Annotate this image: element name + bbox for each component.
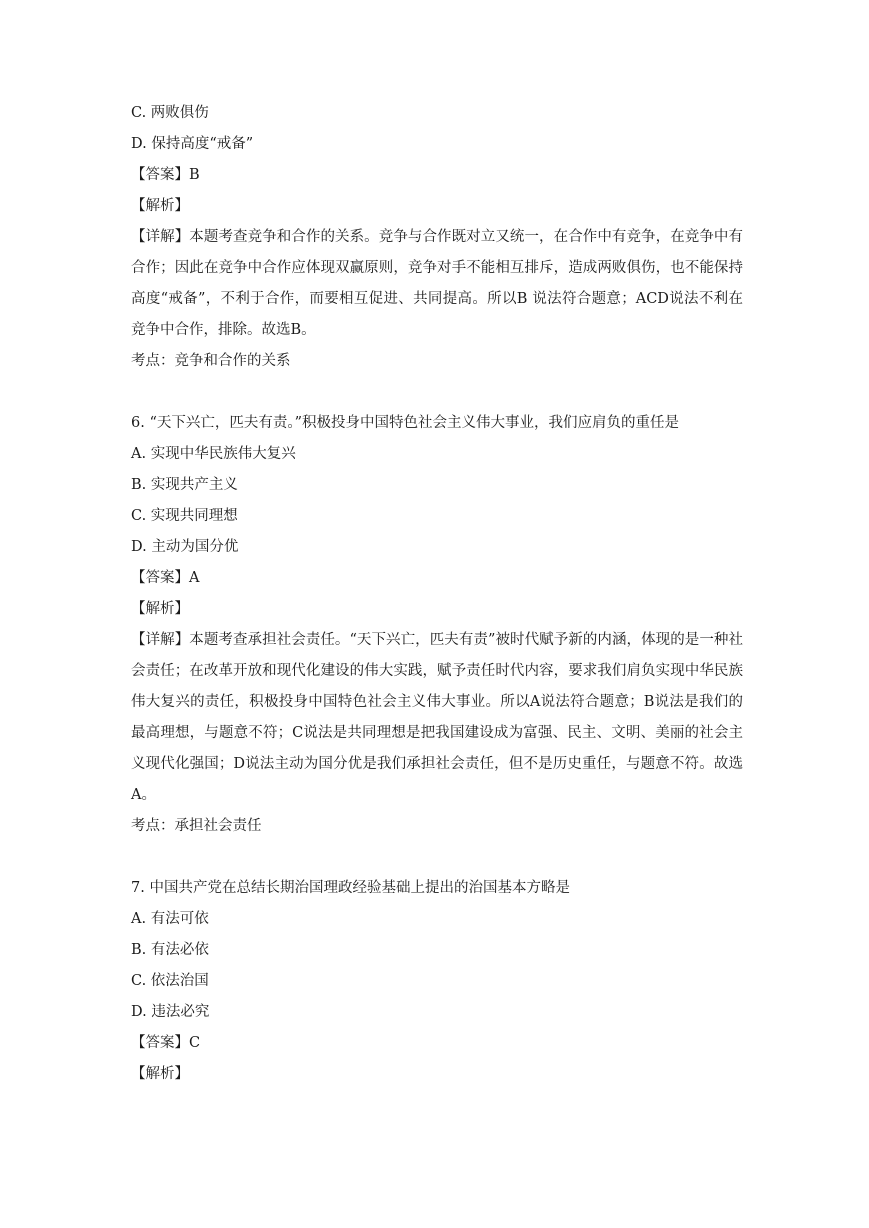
q6-point: 考点：承担社会责任	[131, 818, 262, 834]
q7-option-b: B. 有法必依	[131, 942, 209, 958]
q6-option-c: C. 实现共同理想	[131, 508, 238, 524]
q5-point: 考点：竞争和合作的关系	[131, 353, 291, 369]
q6-analysis-label: 【解析】	[131, 601, 189, 617]
q6-answer: 【答案】A	[131, 570, 200, 586]
question-5-tail	[131, 98, 743, 377]
q5-option-d: D. 保持高度“戒备”	[131, 136, 254, 152]
q5-analysis-label: 【解析】	[131, 198, 189, 214]
spacer	[131, 377, 743, 408]
q7-option-a: A. 有法可依	[131, 911, 209, 927]
q6-option-a: A. 实现中华民族伟大复兴	[131, 446, 296, 462]
document-page	[131, 98, 743, 1090]
question-7	[131, 873, 743, 1090]
q7-answer: 【答案】C	[131, 1035, 201, 1051]
q6-detail: 【详解】本题考查承担社会责任。“天下兴亡，匹夫有责”被时代赋予新的内涵，体现的是一种社会责任；在改革开放和现代化建设的伟大实践，赋予责任时代内容，要求我们肩负实现中华民族伟大复兴的责任，积极投身中国特色社会主义伟大事业。所以A说法符合题意；B说法是我们的最高理想，与题意不符；C说法是共同理想是把我国建设成为富强、民主、文明、美丽的社会主义现代化强国；D说法主动为国分优是我们承担社会责任，但不是历史重任，与题意不符。故选A。	[131, 632, 743, 803]
q5-option-c: C. 两败俱伤	[131, 105, 209, 121]
q5-detail: 【详解】本题考查竞争和合作的关系。竞争与合作既对立又统一，在合作中有竞争，在竞争中有合作；因此在竞争中合作应体现双赢原则，竞争对手不能相互排斥，造成两败俱伤，也不能保持高度“戒备”，不利于合作，而要相互促进、共同提高。所以B 说法符合题意；ACD说法不利在竞争中合作，排除。故选B。	[131, 229, 743, 338]
q5-answer: 【答案】B	[131, 167, 200, 183]
q6-question: 6. “天下兴亡，匹夫有责。”积极投身中国特色社会主义伟大事业，我们应肩负的重任是	[131, 415, 680, 431]
question-6	[131, 408, 743, 842]
q7-analysis-label: 【解析】	[131, 1066, 189, 1082]
q7-question: 7. 中国共产党在总结长期治国理政经验基础上提出的治国基本方略是	[131, 880, 570, 896]
q6-option-d: D. 主动为国分优	[131, 539, 239, 555]
q7-option-d: D. 违法必究	[131, 1004, 210, 1020]
q6-option-b: B. 实现共产主义	[131, 477, 238, 493]
spacer	[131, 842, 743, 873]
q7-option-c: C. 依法治国	[131, 973, 209, 989]
